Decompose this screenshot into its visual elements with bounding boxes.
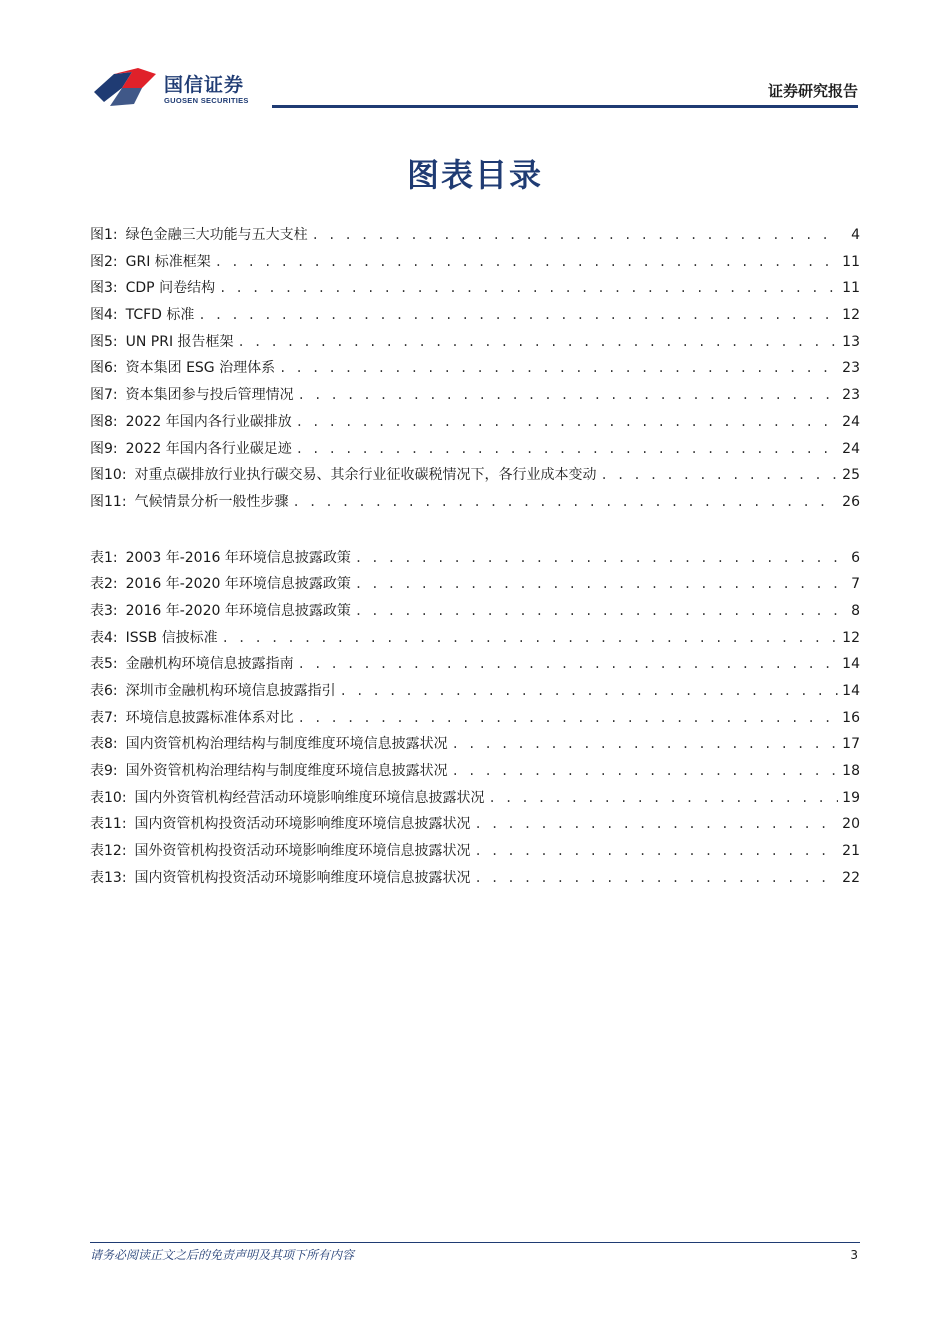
- figure-entry-page: 23: [842, 387, 860, 404]
- figure-entry-page: 23: [842, 360, 860, 377]
- figure-entry[interactable]: [90, 302, 860, 329]
- logo-english-name: GUOSEN SECURITIES: [164, 96, 249, 105]
- table-entry-title[interactable]: 深圳市金融机构环境信息披露指引: [125, 683, 336, 699]
- page-header: [0, 0, 950, 112]
- figure-entry[interactable]: [90, 329, 860, 356]
- table-entry[interactable]: [90, 678, 860, 705]
- table-entry[interactable]: [90, 731, 860, 758]
- table-entry[interactable]: [90, 545, 860, 572]
- table-entry[interactable]: [90, 785, 860, 812]
- figure-entry-label: 图6:: [90, 360, 118, 377]
- table-entry-page: 7: [851, 576, 860, 593]
- table-entry-title[interactable]: ISSB 信披标准: [125, 629, 218, 646]
- table-entry-title[interactable]: 2003 年-2016 年环境信息披露政策: [125, 549, 351, 566]
- figure-entry-title[interactable]: 资本集团 ESG 治理体系: [125, 360, 276, 377]
- table-entry-title[interactable]: 国内资管机构治理结构与制度维度环境信息披露状况: [125, 736, 448, 753]
- table-entry-label: 表1:: [90, 549, 118, 566]
- dot-leader: [293, 489, 839, 516]
- figure-entry-label: 图4:: [90, 307, 118, 324]
- table-entry[interactable]: [90, 571, 860, 598]
- table-entry-title[interactable]: 国外资管机构治理结构与制度维度环境信息披露状况: [125, 763, 448, 780]
- dot-leader: [312, 222, 840, 249]
- header-divider: [272, 105, 858, 108]
- dot-leader: [355, 571, 840, 598]
- dot-leader: [475, 865, 839, 892]
- table-entry-page: 8: [851, 602, 860, 619]
- figure-entry-title[interactable]: 对重点碳排放行业执行碳交易、其余行业征收碳税情况下，各行业成本变动: [134, 467, 597, 484]
- figure-entry-label: 图8:: [90, 413, 118, 430]
- figure-entry[interactable]: [90, 222, 860, 249]
- figure-entry-title[interactable]: GRI 标准框架: [125, 253, 211, 270]
- figure-entry-title[interactable]: 2022 年国内各行业碳排放: [125, 413, 292, 430]
- table-entry[interactable]: [90, 598, 860, 625]
- dot-leader: [489, 785, 839, 812]
- table-entry-title[interactable]: 国内资管机构投资活动环境影响维度环境信息披露状况: [134, 869, 471, 886]
- dot-leader: [296, 436, 838, 463]
- table-entry-page: 21: [842, 843, 860, 860]
- figure-entry[interactable]: [90, 409, 860, 436]
- figure-entry-page: 11: [842, 280, 860, 297]
- figure-entry-page: 24: [842, 440, 860, 457]
- dot-leader: [198, 302, 838, 329]
- figure-entry[interactable]: [90, 355, 860, 382]
- table-entry-page: 16: [842, 709, 860, 726]
- figure-entry-page: 12: [842, 307, 860, 324]
- table-entry-label: 表11:: [90, 816, 127, 833]
- dot-leader: [601, 462, 839, 489]
- table-entry-label: 表13:: [90, 869, 127, 886]
- table-entry-label: 表5:: [90, 656, 118, 673]
- figure-entry-title[interactable]: 绿色金融三大功能与五大支柱: [125, 227, 308, 243]
- table-entry[interactable]: [90, 838, 860, 865]
- figure-entry[interactable]: [90, 382, 860, 409]
- figure-entry-label: 图7:: [90, 387, 118, 404]
- dot-leader: [219, 275, 838, 302]
- table-entry-label: 表6:: [90, 683, 118, 699]
- figure-entry-title[interactable]: TCFD 标准: [125, 307, 195, 324]
- table-entry-title[interactable]: 国外资管机构投资活动环境影响维度环境信息披露状况: [134, 843, 471, 860]
- figure-entry-label: 图11:: [90, 493, 127, 510]
- figure-entry[interactable]: [90, 249, 860, 276]
- table-entry-page: 18: [842, 763, 860, 780]
- figure-entry-title[interactable]: UN PRI 报告框架: [125, 333, 234, 350]
- table-entry-title[interactable]: 金融机构环境信息披露指南: [125, 656, 294, 673]
- dot-leader: [452, 758, 839, 785]
- dot-leader: [215, 249, 838, 276]
- figure-entry-label: 图10:: [90, 467, 127, 484]
- figure-entry-title[interactable]: 资本集团参与投后管理情况: [125, 387, 294, 404]
- dot-leader: [452, 731, 839, 758]
- dot-leader: [355, 598, 840, 625]
- table-entry-title[interactable]: 2016 年-2020 年环境信息披露政策: [125, 602, 351, 619]
- table-entry-title[interactable]: 国内外资管机构经营活动环境影响维度环境信息披露状况: [134, 789, 485, 806]
- figure-entry-page: 11: [842, 253, 860, 270]
- table-entry-page: 12: [842, 629, 860, 646]
- table-entry[interactable]: [90, 651, 860, 678]
- dot-leader: [279, 355, 838, 382]
- table-of-contents: [90, 222, 860, 892]
- figure-entry[interactable]: [90, 489, 860, 516]
- figure-entry-title[interactable]: 气候情景分析一般性步骤: [134, 493, 289, 510]
- dot-leader: [222, 625, 839, 652]
- table-entry-page: 17: [842, 736, 860, 753]
- figure-entry-title[interactable]: 2022 年国内各行业碳足迹: [125, 440, 292, 457]
- table-entry-label: 表12:: [90, 843, 127, 860]
- figure-entry[interactable]: [90, 275, 860, 302]
- guosen-logo: [92, 66, 262, 112]
- table-entry-page: 14: [842, 683, 860, 699]
- footer-divider: [90, 1242, 860, 1243]
- table-entry-label: 表7:: [90, 709, 118, 726]
- page-number: 3: [850, 1248, 858, 1262]
- report-type-label: 证券研究报告: [767, 82, 858, 100]
- table-entry-label: 表3:: [90, 602, 118, 619]
- figure-entry-label: 图9:: [90, 440, 118, 457]
- figure-entry-label: 图5:: [90, 333, 118, 350]
- figure-entry-page: 13: [842, 333, 860, 350]
- table-entry-page: 22: [842, 869, 860, 886]
- table-entry-page: 20: [842, 816, 860, 833]
- table-entry[interactable]: [90, 758, 860, 785]
- table-entry[interactable]: [90, 865, 860, 892]
- dot-leader: [298, 651, 839, 678]
- dot-leader: [298, 382, 839, 409]
- table-entry-title[interactable]: 环境信息披露标准体系对比: [125, 709, 294, 726]
- dot-leader: [355, 545, 840, 572]
- table-entry-page: 19: [842, 789, 860, 806]
- disclaimer-note: 请务必阅读正文之后的免责声明及其项下所有内容: [90, 1248, 355, 1262]
- page-title: 图表目录: [406, 156, 543, 194]
- table-entry[interactable]: [90, 705, 860, 732]
- figure-entry-title[interactable]: CDP 问卷结构: [125, 280, 216, 297]
- figure-entry[interactable]: [90, 462, 860, 489]
- table-entry-title[interactable]: 国内资管机构投资活动环境影响维度环境信息披露状况: [134, 816, 471, 833]
- figure-entry-page: 25: [842, 467, 860, 484]
- figure-list: [90, 222, 860, 516]
- dot-leader: [340, 678, 839, 705]
- figure-entry-label: 图2:: [90, 253, 118, 270]
- dot-leader: [475, 838, 839, 865]
- dot-leader: [298, 705, 839, 732]
- table-entry-page: 6: [851, 549, 860, 566]
- figure-entry-label: 图1:: [90, 227, 118, 243]
- table-entry-page: 14: [842, 656, 860, 673]
- figure-entry[interactable]: [90, 436, 860, 463]
- figure-entry-page: 26: [842, 493, 860, 510]
- dot-leader: [238, 329, 839, 356]
- logo-chinese-name: 国信证券: [164, 74, 245, 96]
- table-entry[interactable]: [90, 811, 860, 838]
- table-entry-label: 表2:: [90, 576, 118, 593]
- table-entry-label: 表4:: [90, 629, 118, 646]
- table-entry-title[interactable]: 2016 年-2020 年环境信息披露政策: [125, 576, 351, 593]
- dot-leader: [475, 811, 839, 838]
- figure-entry-page: 24: [842, 413, 860, 430]
- guosen-logo-mark-icon: [92, 66, 160, 110]
- table-entry-label: 表9:: [90, 763, 118, 780]
- table-entry-label: 表8:: [90, 736, 118, 753]
- table-list: [90, 545, 860, 892]
- dot-leader: [296, 409, 838, 436]
- table-entry[interactable]: [90, 625, 860, 652]
- figure-entry-page: 4: [851, 227, 860, 243]
- table-entry-label: 表10:: [90, 789, 127, 806]
- figure-entry-label: 图3:: [90, 280, 118, 297]
